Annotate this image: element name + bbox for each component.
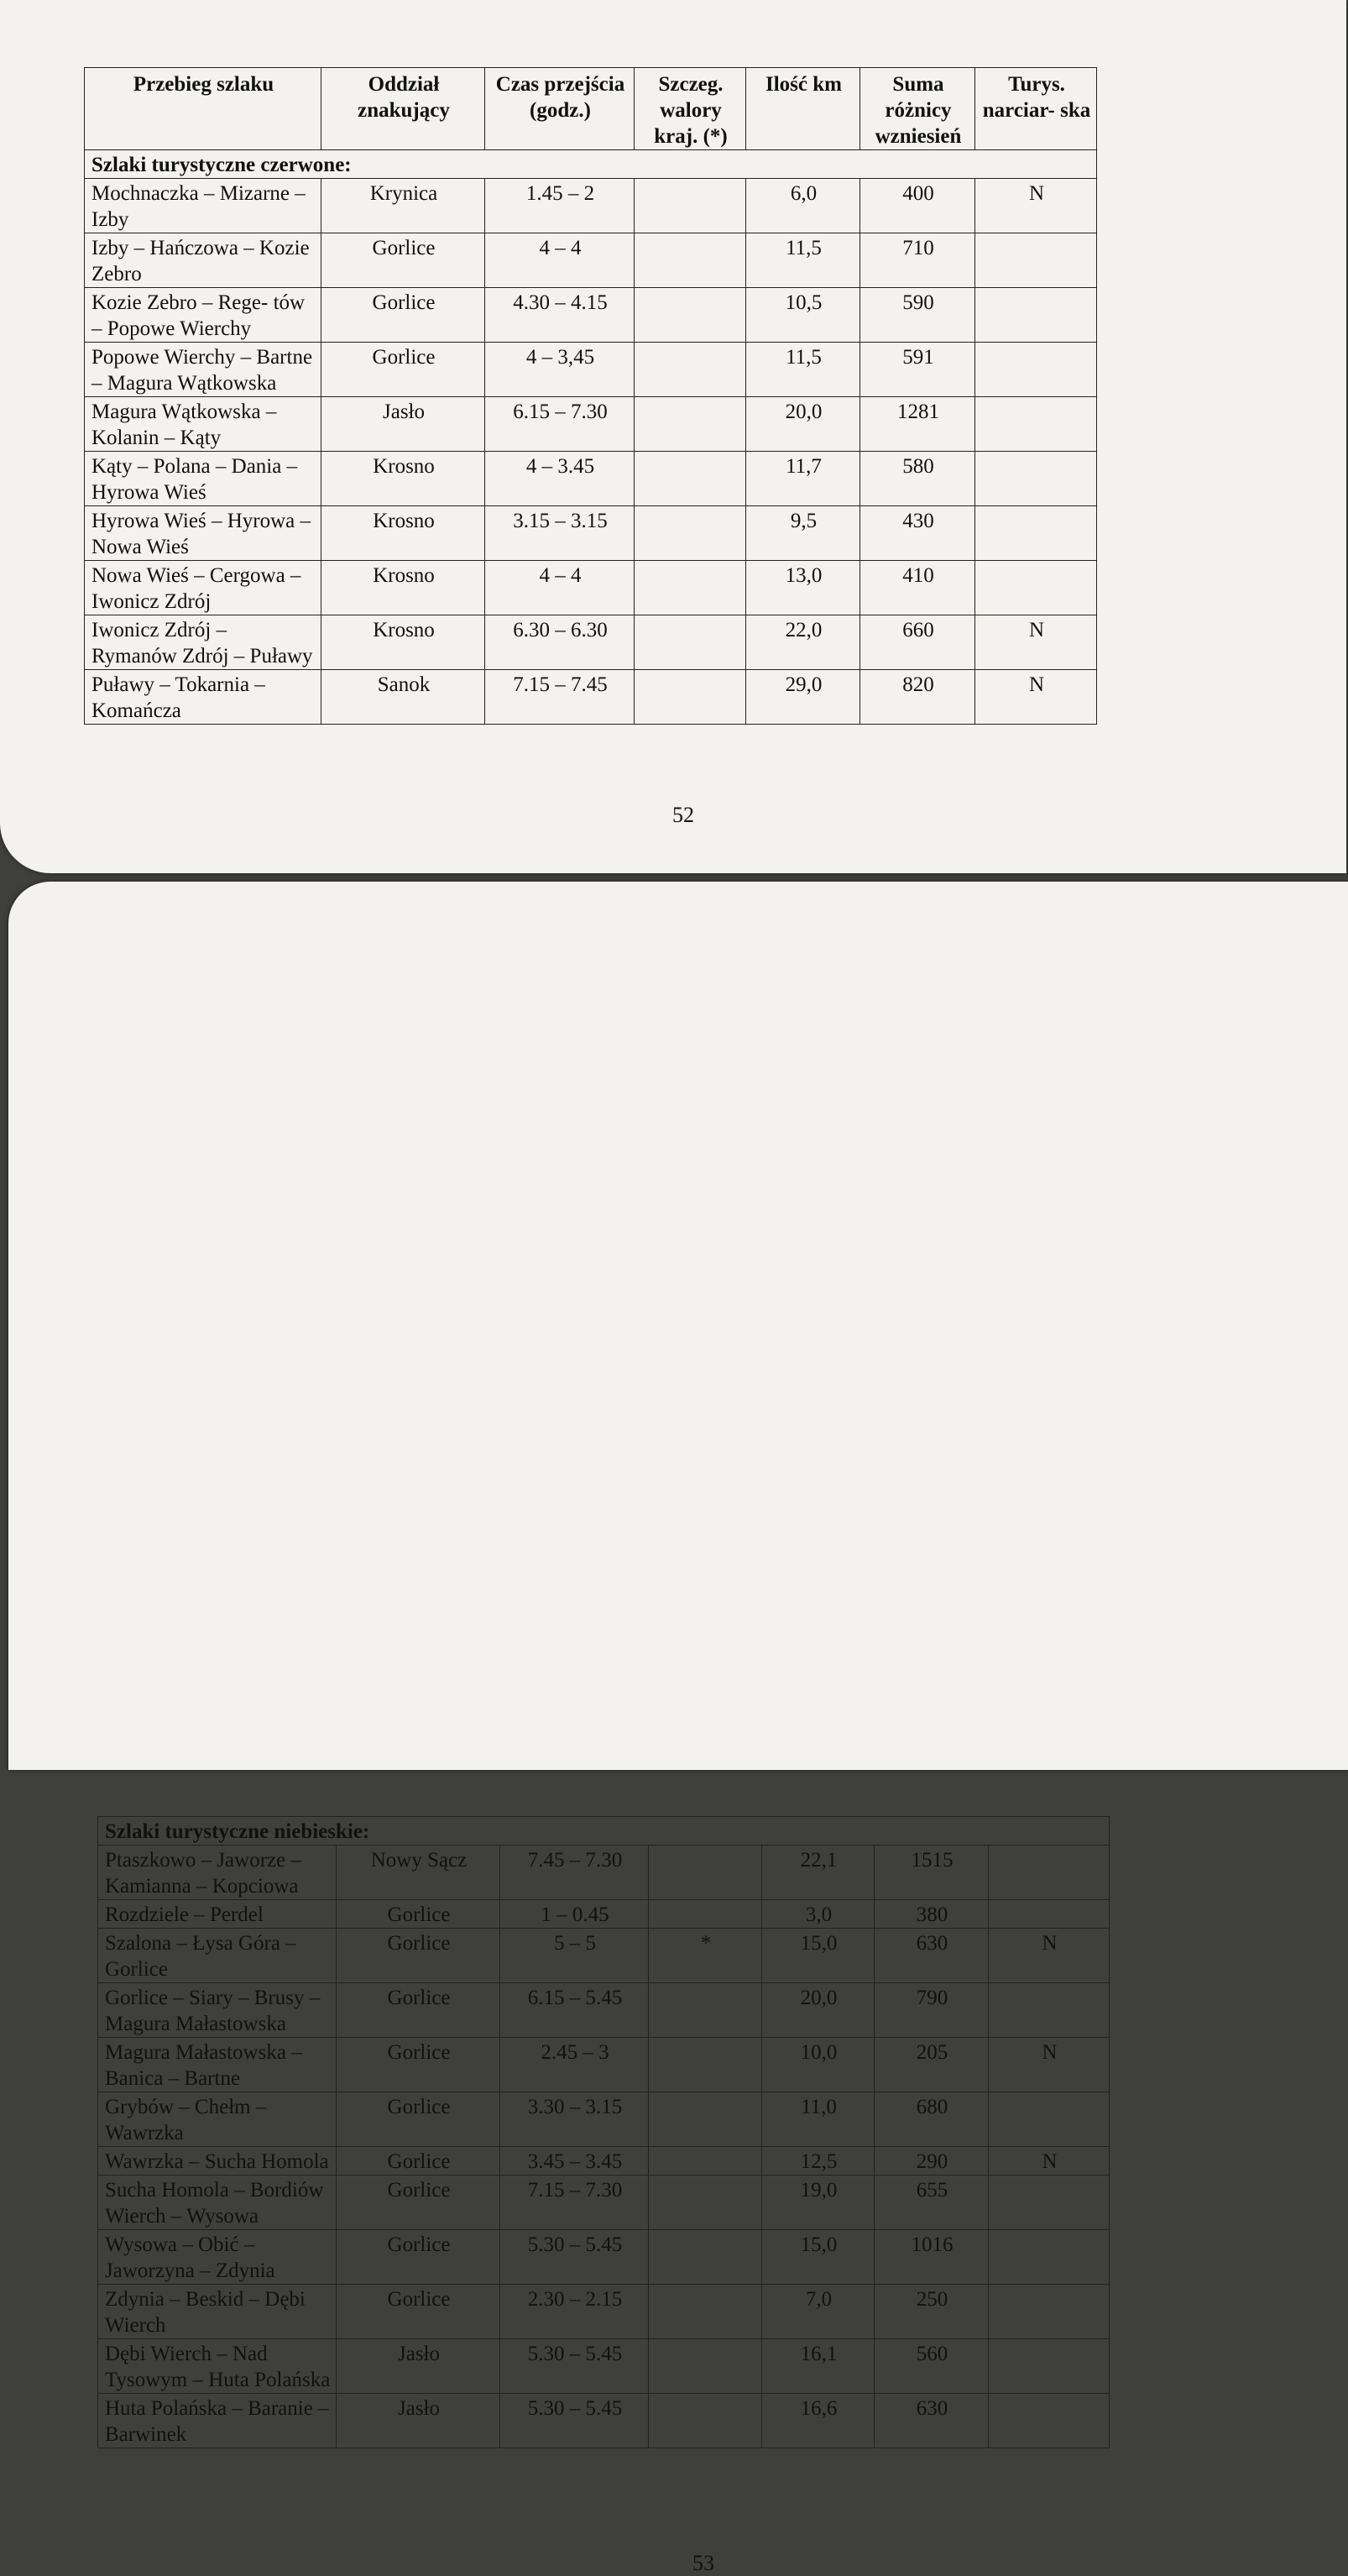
cell-route: Grybów – Chełm – Wawrzka — [98, 2092, 337, 2147]
cell-time: 1 – 0.45 — [500, 1900, 649, 1929]
cell-time: 5.30 – 5.45 — [500, 2339, 649, 2394]
cell-elevation: 250 — [875, 2285, 989, 2339]
cell-values — [635, 452, 746, 506]
cell-values: * — [649, 1929, 762, 1983]
cell-values — [649, 2038, 762, 2092]
page-number: 52 — [672, 803, 694, 827]
cell-elevation: 1281 — [860, 397, 975, 452]
cell-km: 3,0 — [762, 1900, 875, 1929]
table-row — [98, 1846, 1110, 1900]
cell-unit: Gorlice — [321, 233, 485, 288]
table-row — [85, 452, 1097, 506]
header-km: Ilość km — [746, 68, 860, 150]
table-header-row — [85, 68, 1097, 150]
cell-time: 7.15 – 7.45 — [485, 670, 635, 725]
cell-unit: Gorlice — [337, 2092, 500, 2147]
cell-km: 7,0 — [762, 2285, 875, 2339]
cell-elevation: 290 — [875, 2147, 989, 2175]
section-title-row — [85, 150, 1097, 179]
cell-time: 7.45 – 7.30 — [500, 1846, 649, 1900]
cell-ski — [989, 2394, 1110, 2448]
table-row — [85, 506, 1097, 561]
cell-route: Hyrowa Wieś – Hyrowa – Nowa Wieś — [85, 506, 321, 561]
cell-km: 11,5 — [746, 233, 860, 288]
cell-values — [649, 2230, 762, 2285]
table-row — [98, 2230, 1110, 2285]
cell-ski — [975, 288, 1097, 343]
cell-km: 16,6 — [762, 2394, 875, 2448]
cell-time: 4 – 3.45 — [485, 452, 635, 506]
cell-unit: Gorlice — [337, 1983, 500, 2038]
header-unit: Oddział znakujący — [321, 68, 485, 150]
cell-ski — [975, 506, 1097, 561]
cell-values — [649, 2175, 762, 2230]
cell-km: 20,0 — [746, 397, 860, 452]
cell-values — [649, 1846, 762, 1900]
cell-km: 11,5 — [746, 343, 860, 397]
cell-km: 19,0 — [762, 2175, 875, 2230]
cell-elevation: 560 — [875, 2339, 989, 2394]
cell-route: Izby – Hańczowa – Kozie Zebro — [85, 233, 321, 288]
cell-km: 22,0 — [746, 615, 860, 670]
cell-km: 15,0 — [762, 1929, 875, 1983]
cell-values — [635, 561, 746, 615]
cell-ski — [975, 452, 1097, 506]
cell-time: 4 – 4 — [485, 561, 635, 615]
cell-km: 6,0 — [746, 179, 860, 233]
cell-route: Dębi Wierch – Nad Tysowym – Huta Polańska — [98, 2339, 337, 2394]
cell-ski — [975, 397, 1097, 452]
cell-km: 10,5 — [746, 288, 860, 343]
cell-route: Kozie Zebro – Rege- tów – Popowe Wierchy — [85, 288, 321, 343]
cell-unit: Krosno — [321, 452, 485, 506]
table-row — [85, 615, 1097, 670]
cell-values — [649, 2339, 762, 2394]
cell-time: 4 – 4 — [485, 233, 635, 288]
cell-ski: N — [975, 670, 1097, 725]
page-number: 53 — [692, 2551, 714, 2575]
cell-route: Magura Małastowska – Banica – Bartne — [98, 2038, 337, 2092]
cell-ski — [975, 343, 1097, 397]
cell-time: 2.45 – 3 — [500, 2038, 649, 2092]
cell-time: 7.15 – 7.30 — [500, 2175, 649, 2230]
table-row — [85, 179, 1097, 233]
table-row — [98, 2038, 1110, 2092]
cell-values — [649, 2147, 762, 2175]
cell-route: Ptaszkowo – Jaworze – Kamianna – Kopciowa — [98, 1846, 337, 1900]
cell-km: 20,0 — [762, 1983, 875, 2038]
cell-route: Sucha Homola – Bordiów Wierch – Wysowa — [98, 2175, 337, 2230]
cell-time: 5.30 – 5.45 — [500, 2394, 649, 2448]
header-time: Czas przejścia (godz.) — [485, 68, 635, 150]
table-row — [85, 343, 1097, 397]
section-title: Szlaki turystyczne czerwone: — [85, 150, 1097, 179]
cell-time: 4 – 3,45 — [485, 343, 635, 397]
cell-route: Rozdziele – Perdel — [98, 1900, 337, 1929]
table-row — [98, 2092, 1110, 2147]
table-row — [98, 2339, 1110, 2394]
cell-elevation: 400 — [860, 179, 975, 233]
cell-km: 29,0 — [746, 670, 860, 725]
cell-route: Zdynia – Beskid – Dębi Wierch — [98, 2285, 337, 2339]
cell-values — [649, 1983, 762, 2038]
section-title: Szlaki turystyczne niebieskie: — [98, 1817, 1110, 1846]
header-values: Szczeg. walory kraj. (*) — [635, 68, 746, 150]
cell-unit: Gorlice — [337, 2147, 500, 2175]
cell-unit: Gorlice — [337, 2038, 500, 2092]
cell-route: Wawrzka – Sucha Homola — [98, 2147, 337, 2175]
trails-table-red — [84, 67, 1097, 725]
cell-time: 6.15 – 7.30 — [485, 397, 635, 452]
cell-route: Iwonicz Zdrój – Rymanów Zdrój – Puławy — [85, 615, 321, 670]
cell-time: 5 – 5 — [500, 1929, 649, 1983]
table-row — [98, 2175, 1110, 2230]
cell-elevation: 1515 — [875, 1846, 989, 1900]
cell-elevation: 660 — [860, 615, 975, 670]
cell-route: Popowe Wierchy – Bartne – Magura Wątkowska — [85, 343, 321, 397]
cell-km: 13,0 — [746, 561, 860, 615]
cell-ski — [989, 2175, 1110, 2230]
cell-elevation: 580 — [860, 452, 975, 506]
cell-elevation: 630 — [875, 2394, 989, 2448]
cell-unit: Krosno — [321, 561, 485, 615]
cell-unit: Jasło — [337, 2339, 500, 2394]
cell-ski — [989, 2092, 1110, 2147]
cell-elevation: 655 — [875, 2175, 989, 2230]
cell-km: 22,1 — [762, 1846, 875, 1900]
cell-time: 6.30 – 6.30 — [485, 615, 635, 670]
cell-elevation: 630 — [875, 1929, 989, 1983]
cell-values — [635, 179, 746, 233]
cell-values — [635, 615, 746, 670]
header-route: Przebieg szlaku — [85, 68, 321, 150]
cell-unit: Krosno — [321, 615, 485, 670]
cell-elevation: 380 — [875, 1900, 989, 1929]
cell-ski — [989, 1900, 1110, 1929]
section-title-row — [98, 1817, 1110, 1846]
cell-elevation: 790 — [875, 1983, 989, 2038]
cell-ski: N — [989, 2147, 1110, 2175]
cell-elevation: 430 — [860, 506, 975, 561]
cell-ski: N — [975, 615, 1097, 670]
cell-time: 6.15 – 5.45 — [500, 1983, 649, 2038]
cell-km: 9,5 — [746, 506, 860, 561]
cell-route: Gorlice – Siary – Brusy – Magura Małastowska — [98, 1983, 337, 2038]
cell-route: Magura Wątkowska – Kolanin – Kąty — [85, 397, 321, 452]
header-elevation: Suma różnicy wzniesień — [860, 68, 975, 150]
cell-ski: N — [989, 2038, 1110, 2092]
cell-elevation: 710 — [860, 233, 975, 288]
cell-route: Nowa Wieś – Cergowa – Iwonicz Zdrój — [85, 561, 321, 615]
cell-values — [649, 1900, 762, 1929]
cell-values — [635, 288, 746, 343]
cell-ski — [989, 2285, 1110, 2339]
cell-elevation: 680 — [875, 2092, 989, 2147]
cell-unit: Gorlice — [337, 2230, 500, 2285]
cell-values — [635, 670, 746, 725]
table-row — [85, 397, 1097, 452]
cell-ski — [989, 1846, 1110, 1900]
table-row — [85, 288, 1097, 343]
cell-unit: Gorlice — [337, 1929, 500, 1983]
table-row — [98, 1900, 1110, 1929]
table-row — [98, 2394, 1110, 2448]
cell-ski — [975, 561, 1097, 615]
cell-km: 15,0 — [762, 2230, 875, 2285]
cell-elevation: 1016 — [875, 2230, 989, 2285]
cell-unit: Jasło — [321, 397, 485, 452]
cell-unit: Krosno — [321, 506, 485, 561]
cell-ski — [989, 2230, 1110, 2285]
cell-elevation: 820 — [860, 670, 975, 725]
cell-unit: Gorlice — [321, 288, 485, 343]
table-row — [85, 670, 1097, 725]
cell-values — [649, 2285, 762, 2339]
cell-values — [649, 2394, 762, 2448]
table-row — [85, 561, 1097, 615]
cell-time: 5.30 – 5.45 — [500, 2230, 649, 2285]
cell-time: 4.30 – 4.15 — [485, 288, 635, 343]
cell-unit: Sanok — [321, 670, 485, 725]
cell-unit: Gorlice — [337, 2175, 500, 2230]
page-53 — [8, 882, 1348, 2575]
cell-values — [649, 2092, 762, 2147]
page-52 — [0, 0, 1346, 873]
cell-unit: Krynica — [321, 179, 485, 233]
cell-route: Szalona – Łysa Góra – Gorlice — [98, 1929, 337, 1983]
cell-unit: Jasło — [337, 2394, 500, 2448]
table-row — [98, 1929, 1110, 1983]
header-ski: Turys. narciar- ska — [975, 68, 1097, 150]
cell-time: 1.45 – 2 — [485, 179, 635, 233]
table-row — [85, 233, 1097, 288]
cell-values — [635, 397, 746, 452]
cell-values — [635, 506, 746, 561]
cell-elevation: 590 — [860, 288, 975, 343]
cell-ski — [989, 1983, 1110, 2038]
cell-ski: N — [975, 179, 1097, 233]
cell-route: Wysowa – Obić – Jaworzyna – Zdynia — [98, 2230, 337, 2285]
cell-elevation: 410 — [860, 561, 975, 615]
cell-values — [635, 233, 746, 288]
cell-km: 10,0 — [762, 2038, 875, 2092]
cell-values — [635, 343, 746, 397]
cell-ski — [989, 2339, 1110, 2394]
cell-unit: Gorlice — [337, 2285, 500, 2339]
cell-km: 11,0 — [762, 2092, 875, 2147]
cell-route: Puławy – Tokarnia – Komańcza — [85, 670, 321, 725]
trails-table-blue — [97, 1816, 1110, 2448]
cell-elevation: 591 — [860, 343, 975, 397]
cell-route: Huta Polańska – Baranie – Barwinek — [98, 2394, 337, 2448]
cell-time: 3.30 – 3.15 — [500, 2092, 649, 2147]
cell-route: Kąty – Polana – Dania – Hyrowa Wieś — [85, 452, 321, 506]
cell-ski — [975, 233, 1097, 288]
cell-time: 3.45 – 3.45 — [500, 2147, 649, 2175]
cell-km: 16,1 — [762, 2339, 875, 2394]
cell-route: Mochnaczka – Mizarne – Izby — [85, 179, 321, 233]
cell-km: 12,5 — [762, 2147, 875, 2175]
cell-time: 2.30 – 2.15 — [500, 2285, 649, 2339]
cell-elevation: 205 — [875, 2038, 989, 2092]
table-row — [98, 1983, 1110, 2038]
cell-km: 11,7 — [746, 452, 860, 506]
cell-unit: Nowy Sącz — [337, 1846, 500, 1900]
table-row — [98, 2147, 1110, 2175]
table-row — [98, 2285, 1110, 2339]
cell-ski: N — [989, 1929, 1110, 1983]
cell-time: 3.15 – 3.15 — [485, 506, 635, 561]
cell-unit: Gorlice — [321, 343, 485, 397]
cell-unit: Gorlice — [337, 1900, 500, 1929]
